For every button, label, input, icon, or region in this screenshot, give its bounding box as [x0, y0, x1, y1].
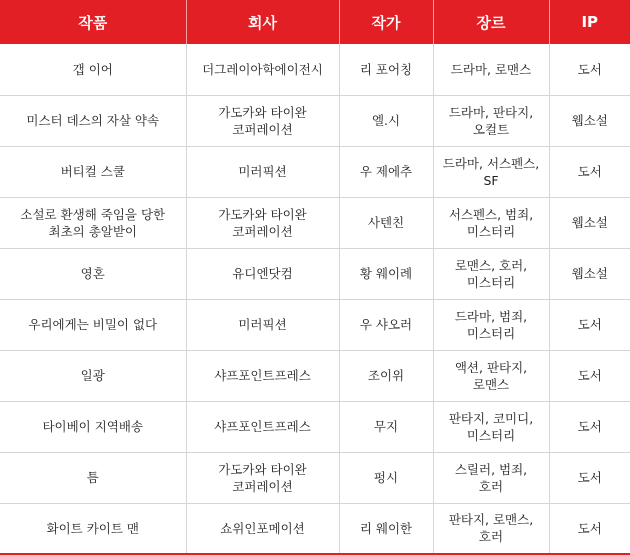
- cell-genre: 드라마, 판타지, 오컬트: [433, 95, 549, 146]
- cell-work: 소설로 환생해 죽임을 당한 최초의 총알받이: [0, 197, 186, 248]
- cell-work: 일광: [0, 350, 186, 401]
- column-header-work: 작품: [0, 0, 186, 44]
- cell-company: 가도카와 타이완 코퍼레이션: [186, 452, 339, 503]
- table-row: [0, 197, 630, 248]
- cell-ip: 도서: [549, 401, 630, 452]
- table-row: [0, 95, 630, 146]
- cell-genre: 드라마, 서스펜스, SF: [433, 146, 549, 197]
- cell-company: 샤프포인트프레스: [186, 350, 339, 401]
- cell-work: 화이트 카이트 맨: [0, 503, 186, 554]
- table-header: [0, 0, 630, 44]
- cell-ip: 웹소설: [549, 95, 630, 146]
- cell-company: 샤프포인트프레스: [186, 401, 339, 452]
- cell-author: 리 포어칭: [339, 44, 433, 95]
- cell-company: 미러픽션: [186, 146, 339, 197]
- cell-ip: 도서: [549, 44, 630, 95]
- cell-work: 틈: [0, 452, 186, 503]
- cell-author: 무지: [339, 401, 433, 452]
- cell-author: 황 웨이례: [339, 248, 433, 299]
- cell-work: 갭 이어: [0, 44, 186, 95]
- cell-genre: 판타지, 코미디, 미스터리: [433, 401, 549, 452]
- table-row: [0, 146, 630, 197]
- cell-ip: 도서: [549, 299, 630, 350]
- cell-company: 미러픽션: [186, 299, 339, 350]
- cell-genre: 액션, 판타지, 로맨스: [433, 350, 549, 401]
- cell-genre: 드라마, 로맨스: [433, 44, 549, 95]
- column-header-company: 회사: [186, 0, 339, 44]
- cell-genre: 서스펜스, 범죄, 미스터리: [433, 197, 549, 248]
- table-row: [0, 503, 630, 554]
- cell-work: 버티컬 스쿨: [0, 146, 186, 197]
- cell-work: 우리에게는 비밀이 없다: [0, 299, 186, 350]
- cell-ip: 도서: [549, 350, 630, 401]
- column-header-genre: 장르: [433, 0, 549, 44]
- cell-author: 우 제에추: [339, 146, 433, 197]
- header-row: [0, 0, 630, 44]
- cell-author: 엘.시: [339, 95, 433, 146]
- cell-work: 영혼: [0, 248, 186, 299]
- cell-work: 미스터 데스의 자살 약속: [0, 95, 186, 146]
- cell-ip: 도서: [549, 452, 630, 503]
- cell-ip: 웹소설: [549, 197, 630, 248]
- cell-ip: 도서: [549, 146, 630, 197]
- table-row: [0, 299, 630, 350]
- cell-genre: 로맨스, 호러, 미스터리: [433, 248, 549, 299]
- table-row: [0, 350, 630, 401]
- cell-author: 펑시: [339, 452, 433, 503]
- table-row: [0, 248, 630, 299]
- cell-company: 가도카와 타이완 코퍼레이션: [186, 197, 339, 248]
- cell-author: 사텐친: [339, 197, 433, 248]
- cell-company: 유디엔닷컴: [186, 248, 339, 299]
- cell-genre: 판타지, 로맨스, 호러: [433, 503, 549, 554]
- cell-work: 타이베이 지역배송: [0, 401, 186, 452]
- table-row: [0, 452, 630, 503]
- cell-author: 우 샤오러: [339, 299, 433, 350]
- cell-company: 쇼위인포메이션: [186, 503, 339, 554]
- table-body: [0, 44, 630, 554]
- cell-author: 리 웨이한: [339, 503, 433, 554]
- cell-ip: 웹소설: [549, 248, 630, 299]
- table-row: [0, 44, 630, 95]
- cell-genre: 드라마, 범죄, 미스터리: [433, 299, 549, 350]
- cell-company: 더그레이아학에이전시: [186, 44, 339, 95]
- table-row: [0, 401, 630, 452]
- column-header-ip: IP: [549, 0, 630, 44]
- cell-author: 조이위: [339, 350, 433, 401]
- column-header-author: 작가: [339, 0, 433, 44]
- cell-ip: 도서: [549, 503, 630, 554]
- cell-genre: 스릴러, 범죄, 호러: [433, 452, 549, 503]
- cell-company: 가도카와 타이완 코퍼레이션: [186, 95, 339, 146]
